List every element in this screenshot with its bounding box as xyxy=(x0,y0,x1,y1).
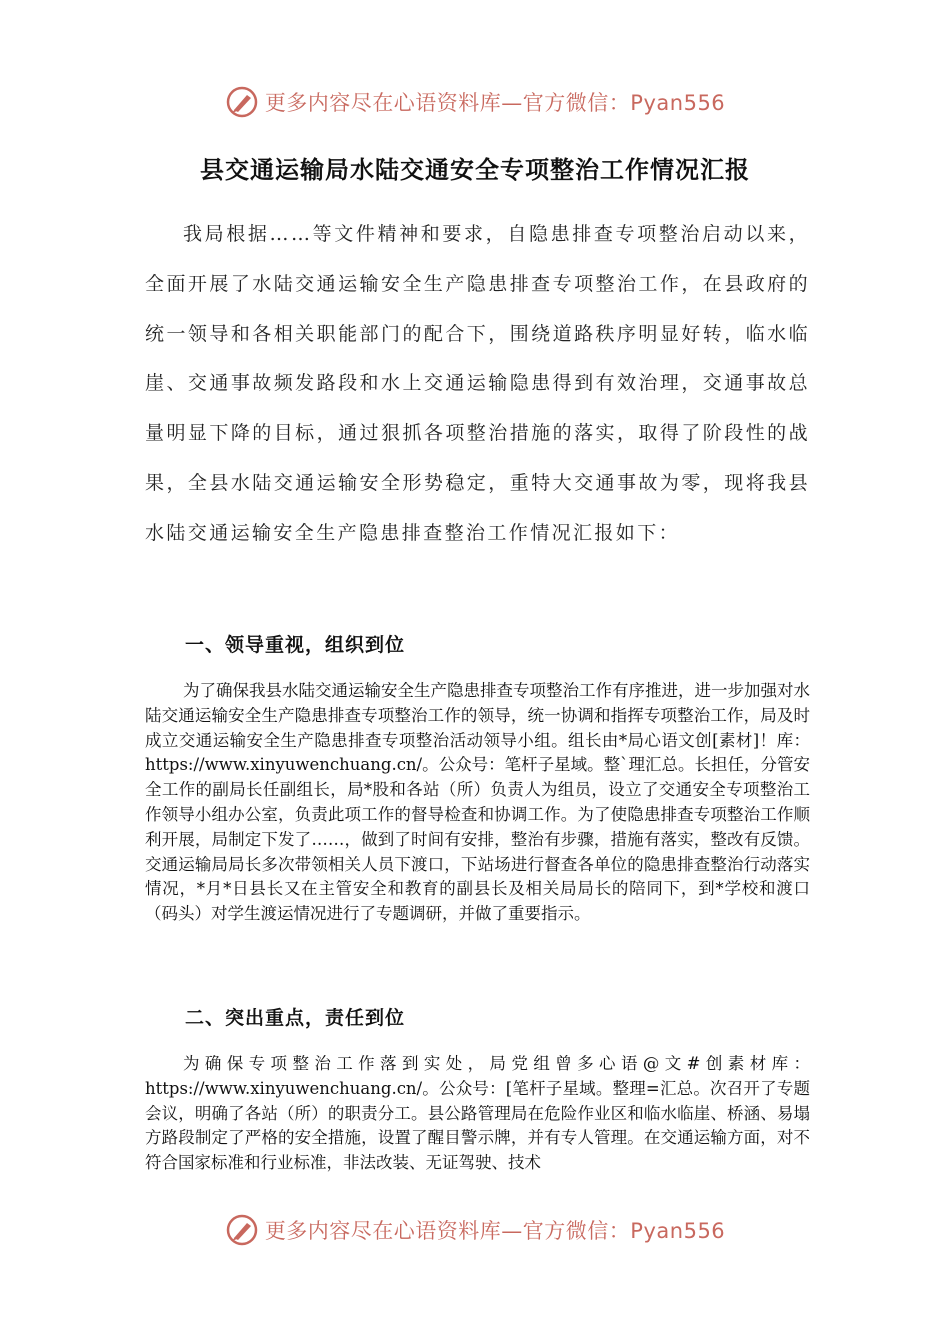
section-heading-1: 一、领导重视，组织到位 xyxy=(185,634,406,656)
intro-paragraph: 我局根据……等文件精神和要求，自隐患排查专项整治启动以来，全面开展了水陆交通运输安全生产隐患排查专项整治工作，在县政府的统一领导和各相关职能部门的配合下，围绕道路秩序明显好转，临水临崖、交通事故频发路段和水上交通运输隐患得到有效治理，交通事故总量明显下降的目标，通过狠抓各项整治措施的落实，取得了阶段性的战果，全县水陆交通运输安全形势稳定，重特大交通事故为零，现将我县水陆交通运输安全生产隐患排查整治工作情况汇报如下： xyxy=(145,223,810,544)
watermark-text: 更多内容尽在心语资料库—官方微信：Pyan556 xyxy=(264,91,726,115)
document-title: 县交通运输局水陆交通安全专项整治工作情况汇报 xyxy=(200,156,750,184)
pen-logo-icon xyxy=(225,85,259,119)
section-body-2: 为确保专项整治工作落到实处，局党组曾多心语@文#创素材库：https://www.xinyuwenchuang.cn/。公众号：[笔杆子星域。整理=汇总。次召开了专题会议，明确了各站（所）的职责分工。县公路管理局在危险作业区和临水临崖、桥涵、易塌方路段制定了严格的安全措施，设置了醒目警示牌，并有专人管理。在交通运输方面，对不符合国家标准和行业标准，非法改装、无证驾驶、技术 xyxy=(145,1054,810,1173)
watermark-text: 更多内容尽在心语资料库—官方微信：Pyan556 xyxy=(264,1219,726,1243)
pen-logo-icon xyxy=(225,1213,259,1247)
header-watermark-banner xyxy=(0,80,950,124)
section-heading-2: 二、突出重点，责任到位 xyxy=(185,1007,406,1029)
footer-watermark-banner xyxy=(0,1208,950,1252)
section-body-1: 为了确保我县水陆交通运输安全生产隐患排查专项整治工作有序推进，进一步加强对水陆交通运输安全生产隐患排查专项整治工作的领导，统一协调和指挥专项整治工作，局及时成立交通运输安全生产隐患排查专项整治活动领导小组。组长由*局心语文创[素材]！库：https://www.xinyuwenchuang.cn/。公众号：笔杆子星域。整`理汇总。长担任，分管安全工作的副局长任副组长，局*股和各站（所）负责人为组员，设立了交通安全专项整治工作领导小组办公室，负责此项工作的督导检查和协调工作。为了使隐患排查专项整治工作顺利开展，局制定下发了……，做到了时间有安排，整治有步骤，措施有落实，整改有反馈。交通运输局局长多次带领相关人员下渡口，下站场进行督查各单位的隐患排查整治行动落实情况，*月*日县长又在主管安全和教育的副县长及相关局局长的陪同下，到*学校和渡口（码头）对学生渡运情况进行了专题调研，并做了重要指示。 xyxy=(145,681,810,924)
